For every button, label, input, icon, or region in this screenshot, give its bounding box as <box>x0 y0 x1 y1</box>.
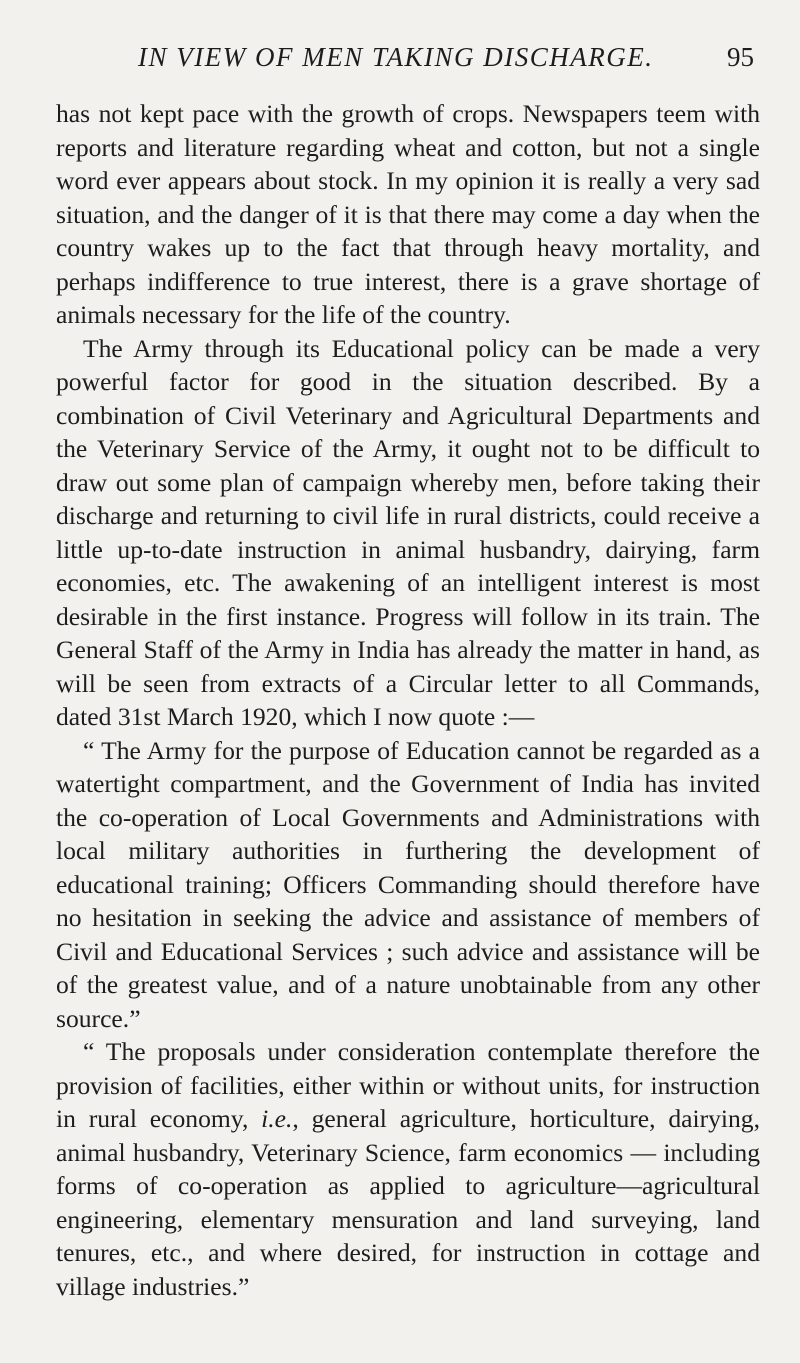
page-number: 95 <box>727 42 754 72</box>
running-head-title: IN VIEW OF MEN TAKING DISCHARGE. <box>138 42 654 72</box>
running-head <box>56 42 760 82</box>
paragraph-continuation: has not kept pace with the growth of crops. Newspapers teem with reports and literature regarding wheat and cotton, but not a single word ever appears about stock. In my opinion it is really a very sad situation, and the danger of it is that there may come a day when the country wakes up to the fact that through heavy mortality, and perhaps indifference to true interest, there is a grave shortage of animals necessary for the life of the country. <box>56 99 760 329</box>
quote-paragraph-watertight: “ The Army for the purpose of Education cannot be regarded as a watertight compartment, and the Government of India has invited the co-operation of Local Governments and Administrations with local military authorities in furthering the development of educational training; Officers Commanding should therefore have no hesitation in seeking the advice and assistance of members of Civil and Educational Services ; such advice and assistance will be of the greatest value, and of a nature unobtainable from any other source.” <box>56 735 760 1033</box>
paragraph-army-education: The Army through its Educational policy can be made a very powerful factor for good in the situation described. By a combination of Civil Veterinary and Agricultural Departments and the Veterinary Service of the Army, it ought not to be difficult to draw out some plan of campaign whereby men, before taking their discharge and returning to civil life in rural districts, could receive a little up-to-date instruction in animal husbandry, dairying, farm economies, etc. The awakening of an intelligent interest is most desirable in the first instance. Progress will follow in its train. The General Staff of the Army in India has already the matter in hand, as will be seen from extracts of a Circular letter to all Commands, dated 31st March 1920, which I now quote :— <box>56 333 760 731</box>
quote-paragraph-proposals <box>56 1035 760 1303</box>
quote-text-part: “ The proposals under consideration contemplate therefore the provision of facilities, either within or without units, for instruction in rural economy, <box>56 1037 760 1133</box>
quote-text-part: , general agriculture, horticulture, dairying, animal husbandry, Veterinary Science, farm economics — including forms of co-operation as applied to agriculture—agricultural engineering, elementary mensuration and land surveying, land tenures, etc., and where desired, for instruction in cottage and village industries.” <box>56 1104 761 1301</box>
italic-abbreviation: i.e. <box>261 1104 293 1133</box>
body-text <box>56 97 760 1303</box>
